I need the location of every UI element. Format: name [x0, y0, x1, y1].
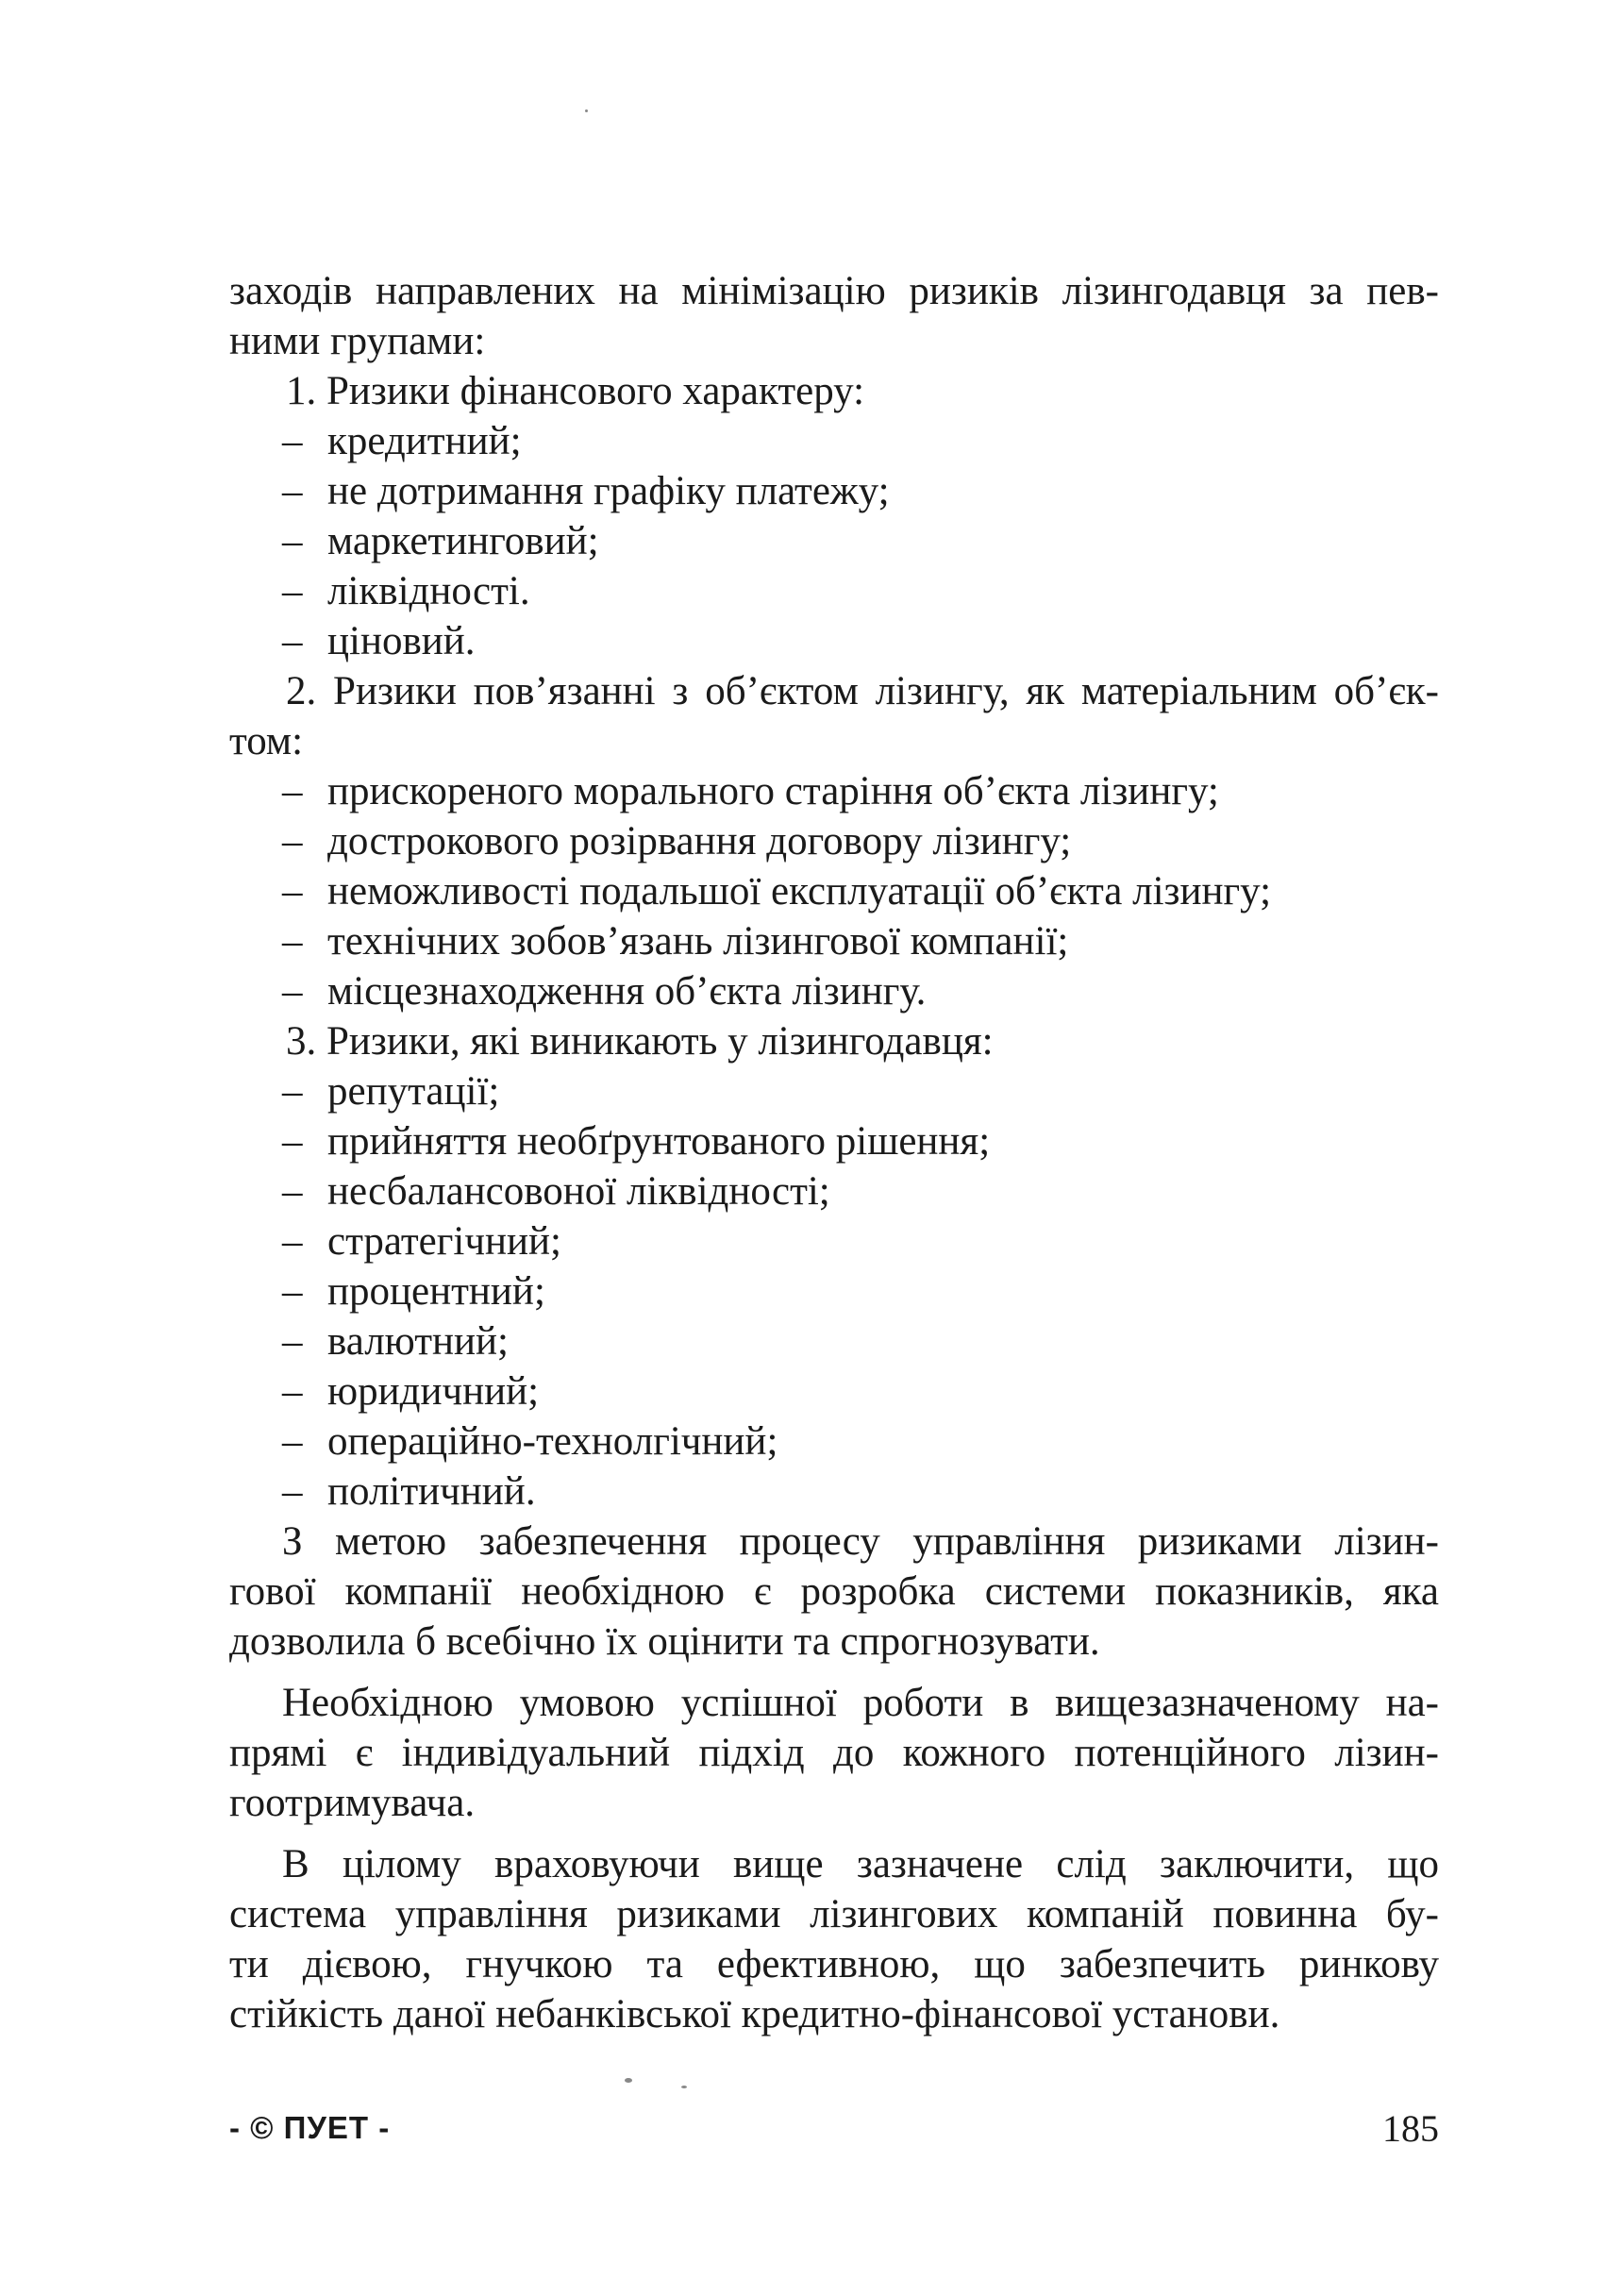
group-3-heading: 3. Ризики, які виникають у лізингодавця:	[286, 1019, 994, 1064]
paragraph-3-line-3: ти дієвою, гнучкою та ефективною, що забезпечить ринкову	[229, 1942, 1439, 1986]
dash-marker: –	[282, 1169, 303, 1214]
paragraph-3-line-2: система управління ризиками лізингових компаній повинна бу-	[229, 1892, 1439, 1936]
paragraph-3-line-4: стійкість даної небанківської кредитно-фінансової установи.	[229, 1992, 1280, 2036]
intro-line-2: ними групами:	[229, 319, 486, 363]
dash-marker: –	[282, 919, 303, 964]
paragraph-1-line-2: гової компанії необхідною є розробка системи показників, яка	[229, 1569, 1439, 1614]
list-item: – прийняття необґрунтованого рішення;	[229, 1116, 1439, 1166]
paragraph-1-line-1: З метою забезпечення процесу управління ризиками лізин-	[282, 1519, 1439, 1564]
list-item: – місцезнаходження об’єкта лізингу.	[229, 966, 1439, 1016]
paragraph-2-line-3: гоотримувача.	[229, 1781, 476, 1825]
dash-marker: –	[282, 469, 303, 513]
dash-marker: –	[282, 1119, 303, 1164]
group-1-heading: 1. Ризики фінансового характеру:	[286, 369, 865, 413]
dash-marker: –	[282, 1469, 303, 1514]
dash-marker: –	[282, 1069, 303, 1114]
scan-speck	[681, 2086, 687, 2088]
paragraph-3-line-1: В цілому враховуючи вище зазначене слід заключити, що	[282, 1842, 1439, 1886]
list-item: – неможливості подальшої експлуатації об’єкта лізингу;	[229, 866, 1439, 916]
publisher-mark: - © ПУЕТ -	[229, 2110, 391, 2145]
list-item: – дострокового розірвання договору лізингу;	[229, 816, 1439, 866]
page-number: 185	[1382, 2107, 1439, 2150]
group-2-heading-cont: том:	[229, 719, 304, 763]
list-item: – юридичний;	[229, 1366, 1439, 1416]
dash-marker: –	[282, 1369, 303, 1414]
dash-marker: –	[282, 769, 303, 813]
dash-marker: –	[282, 969, 303, 1014]
dash-marker: –	[282, 619, 303, 663]
list-item: – валютний;	[229, 1316, 1439, 1366]
dash-marker: –	[282, 1419, 303, 1464]
dash-marker: –	[282, 419, 303, 463]
list-item: – репутації;	[229, 1066, 1439, 1116]
dash-marker: –	[282, 1219, 303, 1264]
list-item: – операційно-технолгічний;	[229, 1416, 1439, 1466]
dash-marker: –	[282, 869, 303, 913]
scan-speck	[585, 109, 588, 112]
list-item: – кредитний;	[229, 416, 1439, 466]
list-item: – політичний.	[229, 1466, 1439, 1517]
list-item: – прискореного морального старіння об’єкта лізингу;	[229, 766, 1439, 816]
dash-marker: –	[282, 519, 303, 563]
paragraph-1-line-3: дозволила б всебічно їх оцінити та спрогнозувати.	[229, 1619, 1100, 1664]
list-item: – несбалансовоної ліквідності;	[229, 1166, 1439, 1216]
list-item: – технічних зобов’язань лізингової компанії;	[229, 916, 1439, 966]
dash-marker: –	[282, 1319, 303, 1364]
list-item: – маркетинговий;	[229, 516, 1439, 566]
list-item: – ліквідності.	[229, 566, 1439, 616]
list-item: – процентний;	[229, 1266, 1439, 1316]
paragraph-2-line-2: прямі є індивідуальний підхід до кожного потенційного лізин-	[229, 1731, 1439, 1775]
group-2-list	[229, 766, 1439, 1016]
page-body	[229, 266, 1439, 2039]
dash-marker: –	[282, 1269, 303, 1314]
list-item: – не дотримання графіку платежу;	[229, 466, 1439, 516]
scan-speck	[625, 2078, 632, 2083]
dash-marker: –	[282, 569, 303, 613]
list-item: – стратегічний;	[229, 1216, 1439, 1266]
dash-marker: –	[282, 819, 303, 863]
paragraph-2-line-1: Необхідною умовою успішної роботи в вищезазначеному на-	[282, 1681, 1439, 1725]
list-item: – ціновий.	[229, 616, 1439, 666]
intro-line-1: заходів направлених на мінімізацію ризиків лізингодавця за пев-	[229, 269, 1439, 313]
group-1-list	[229, 416, 1439, 666]
group-3-list	[229, 1066, 1439, 1517]
group-2-heading: 2. Ризики пов’язанні з об’єктом лізингу, як матеріальним об’єк-	[286, 669, 1439, 713]
